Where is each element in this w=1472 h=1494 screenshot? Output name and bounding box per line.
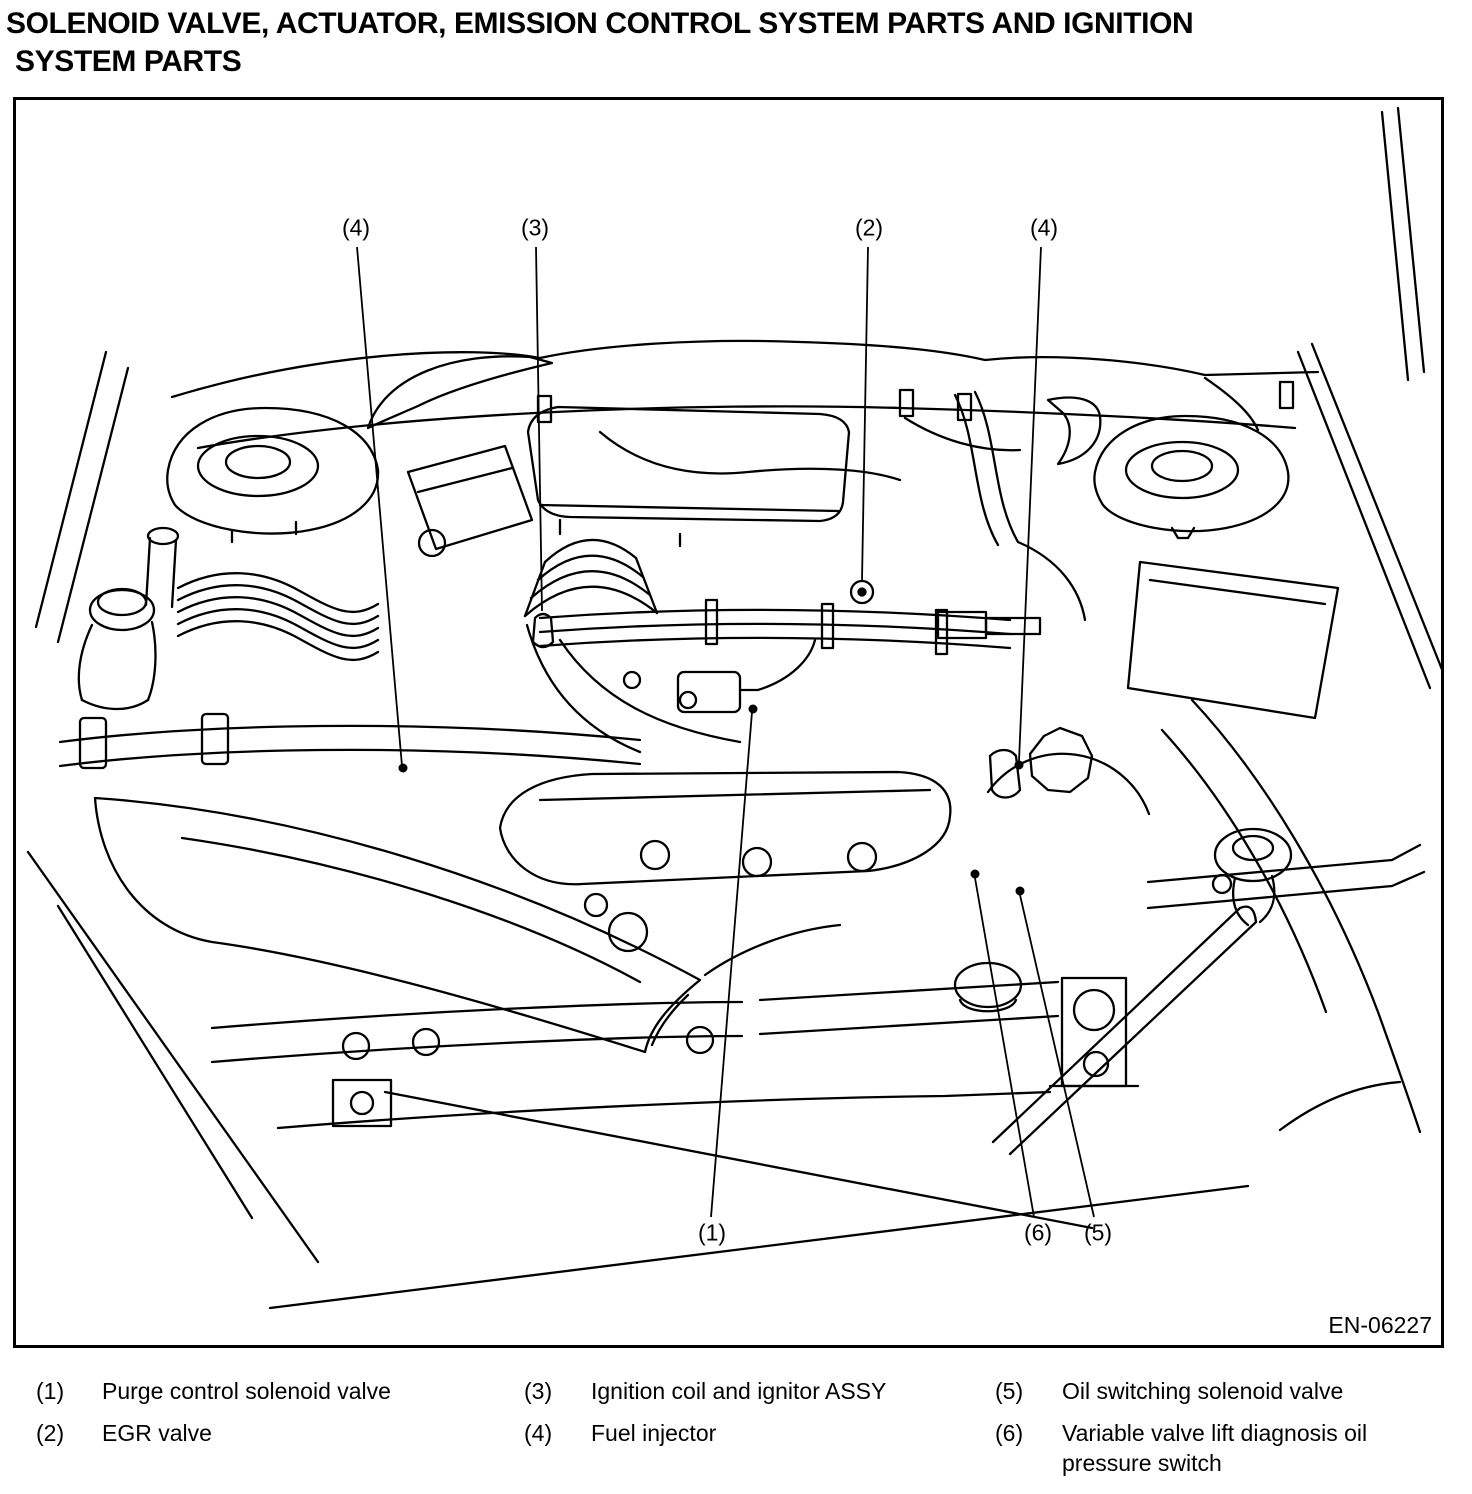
right-rail	[1148, 845, 1424, 908]
legend-text-4: Fuel injector	[591, 1420, 717, 1446]
harness-hoses	[955, 392, 1085, 620]
right-fender-lines	[1162, 108, 1443, 1132]
legend-text-3: Ignition coil and ignitor ASSY	[591, 1378, 887, 1404]
legend-text-1: Purge control solenoid valve	[102, 1378, 391, 1404]
legend-num-4: (4)	[524, 1420, 553, 1446]
cowl-panel	[172, 341, 1318, 480]
callout-label-4-right: (4)	[1029, 214, 1059, 241]
intake-manifold	[500, 772, 950, 975]
callout-label-1: (1)	[697, 1219, 727, 1246]
legend-num-3: (3)	[524, 1378, 553, 1404]
bumper-lines	[28, 852, 1248, 1308]
page-title-line1: SOLENOID VALVE, ACTUATOR, EMISSION CONTROL SYSTEM PARTS AND IGNITION	[6, 7, 1194, 40]
egr-valve-fitting	[851, 581, 873, 603]
callout-dot-1	[749, 705, 758, 714]
callout-dot-5	[1016, 887, 1025, 896]
legend-text-5: Oil switching solenoid valve	[1062, 1378, 1344, 1404]
callout-dot-4-right	[1015, 761, 1024, 770]
legend-text-6: Variable valve lift diagnosis oil pressure switch	[1062, 1420, 1368, 1476]
brake-reservoir	[79, 528, 178, 709]
left-frame-beam	[60, 714, 640, 768]
legend-num-2: (2)	[36, 1420, 65, 1446]
oil-filler-cap	[988, 728, 1149, 814]
fuse-box	[1128, 562, 1338, 718]
callout-label-4-left: (4)	[341, 214, 371, 241]
left-fender-lines	[36, 352, 128, 642]
fuel-line-bundle	[540, 600, 1010, 654]
figure-code: EN-06227	[1328, 1312, 1432, 1338]
callout-leaders	[357, 247, 1094, 1217]
callout-label-5: (5)	[1083, 1219, 1113, 1246]
page-title-line2: SYSTEM PARTS	[15, 45, 242, 78]
right-strut-tower	[1094, 416, 1288, 538]
air-cleaner-cover	[408, 407, 849, 556]
radiator-support	[212, 982, 1058, 1128]
engine-mount-bracket	[1050, 978, 1138, 1086]
legend-text-2: EGR valve	[102, 1420, 212, 1446]
callout-dot-4-left	[399, 764, 408, 773]
purge-solenoid-valve	[624, 640, 815, 712]
intake-bellows	[525, 540, 740, 752]
hose-bundle	[178, 573, 378, 660]
callout-label-6: (6)	[1023, 1219, 1053, 1246]
callout-label-3: (3)	[520, 214, 550, 241]
pitch-stopper-rod	[993, 907, 1256, 1154]
legend-num-6: (6)	[995, 1420, 1024, 1446]
callout-dot-6	[971, 870, 980, 879]
callout-label-2: (2)	[854, 214, 884, 241]
legend-num-5: (5)	[995, 1378, 1024, 1404]
legend-num-1: (1)	[36, 1378, 65, 1404]
